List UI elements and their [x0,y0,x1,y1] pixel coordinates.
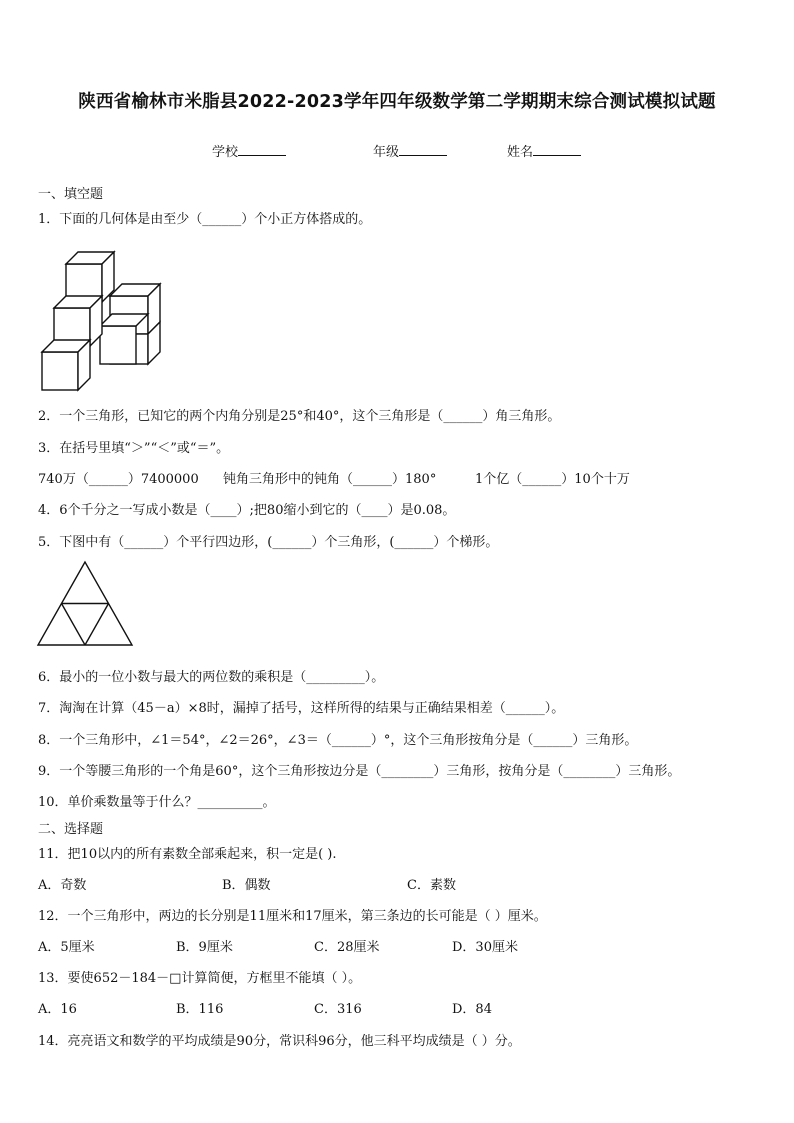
page-title: 陕西省榆林市米脂县2022-2023学年四年级数学第二学期期末综合测试模拟试题 [78,92,716,112]
question-3c: 1个亿（______）10个十万 [475,472,630,487]
name-label: 姓名 [507,145,534,160]
question-10: 10．单价乘数量等于什么？__________。 [38,795,276,810]
q12-option-c[interactable]: C．28厘米 [314,940,380,955]
question-5: 5．下图中有（______）个平行四边形，(______）个三角形，(______）个梯形。 [38,535,499,550]
triangle-figure [36,559,134,649]
question-11: 11．把10以内的所有素数全部乘起来，积一定是( ). [38,847,337,862]
q12-option-b[interactable]: B．9厘米 [176,940,233,955]
question-8: 8．一个三角形中，∠1＝54°，∠2＝26°，∠3＝（______）°，这个三角形按角分是（______）三角形。 [38,733,638,748]
grade-blank[interactable] [399,143,447,156]
question-2: 2．一个三角形，已知它的两个内角分别是25°和40°，这个三角形是（______）角三角形。 [38,409,561,424]
question-4: 4．6个千分之一写成小数是（____）;把80缩小到它的（____）是0.08。 [38,503,456,518]
section-choice: 二、选择题 [38,822,104,837]
school-field[interactable] [212,141,286,160]
q13-option-b[interactable]: B．116 [176,1002,224,1017]
q11-option-b[interactable]: B．偶数 [222,878,271,893]
school-blank[interactable] [238,143,286,156]
grade-label: 年级 [373,145,400,160]
question-13: 13．要使652－184－□计算简便，方框里不能填（ ）。 [38,971,362,986]
question-3: 3．在括号里填“＞”“＜”或“＝”。 [38,441,230,456]
q12-option-d[interactable]: D．30厘米 [452,940,518,955]
question-14: 14．亮亮语文和数学的平均成绩是90分，常识科96分，他三科平均成绩是（ ）分。 [38,1034,521,1049]
question-6: 6．最小的一位小数与最大的两位数的乘积是（_________）。 [38,670,385,685]
q13-option-d[interactable]: D．84 [452,1002,492,1017]
q13-option-a[interactable]: A．16 [38,1002,77,1017]
question-9: 9．一个等腰三角形的一个角是60°，这个三角形按边分是（________）三角形，按角分是（________）三角形。 [38,764,681,779]
question-7: 7．淘淘在计算（45－a）×8时，漏掉了括号，这样所得的结果与正确结果相差（______）。 [38,701,565,716]
question-1: 1．下面的几何体是由至少（______）个小正方体搭成的。 [38,212,372,227]
q11-option-c[interactable]: C．素数 [407,878,456,893]
grade-field[interactable] [373,141,447,160]
q12-option-a[interactable]: A．5厘米 [38,940,95,955]
q11-option-a[interactable]: A．奇数 [38,878,87,893]
question-3a: 740万（______）7400000 [38,472,199,487]
question-12: 12．一个三角形中，两边的长分别是11厘米和17厘米，第三条边的长可能是（ ）厘米。 [38,909,547,924]
question-3b: 钝角三角形中的钝角（______）180° [223,472,437,487]
q13-option-c[interactable]: C．316 [314,1002,362,1017]
school-label: 学校 [212,145,239,160]
section-fill-in: 一、填空题 [38,187,104,202]
name-blank[interactable] [533,143,581,156]
name-field[interactable] [507,141,581,160]
cubes-figure [40,244,162,392]
